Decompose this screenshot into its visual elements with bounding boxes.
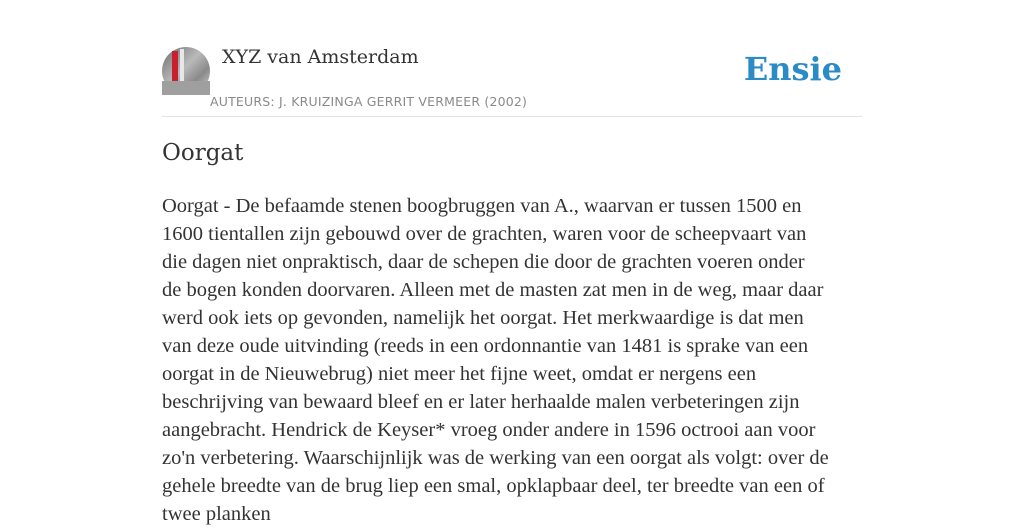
article-line: aangebracht. Hendrick de Keyser* vroeg onder andere in 1596 octrooi aan voor [162, 419, 816, 441]
source-title-link[interactable]: XYZ van Amsterdam [222, 46, 419, 68]
article-line: zo'n verbetering. Waarschijnlijk was de werking van een oorgat als volgt: over de [162, 447, 829, 469]
avatar-image-detail [162, 81, 210, 95]
brand-logo[interactable]: Ensie [743, 50, 842, 88]
avatar-image-detail [172, 51, 178, 81]
article-line: werd ook iets op gevonden, namelijk het oorgat. Het merkwaardige is dat men [162, 307, 804, 329]
article-line: van deze oude uitvinding (reeds in een ordonnantie van 1481 is sprake van een [162, 335, 809, 357]
article-line: oorgat in de Nieuwebrug) niet meer het fijne weet, omdat er nergens een [162, 363, 757, 385]
article-line: gehele breedte van de brug liep een smal, opklapbaar deel, ter breedte van een of [162, 475, 825, 497]
article-line: beschrijving van bewaard bleef en er later herhaalde malen verbeteringen zijn [162, 391, 800, 413]
source-avatar[interactable] [162, 47, 210, 95]
article-body [162, 192, 864, 528]
article-line: de bogen konden doorvaren. Alleen met de masten zat men in de weg, maar daar [162, 279, 824, 301]
page-title: Oorgat [162, 140, 244, 166]
article-line: twee planken [162, 503, 271, 525]
source-header [162, 44, 862, 117]
avatar-image-detail [180, 49, 184, 85]
article-line: die dagen niet onpraktisch, daar de schepen die door de grachten voeren onder [162, 251, 805, 273]
authors-line: AUTEURS: J. KRUIZINGA GERRIT VERMEER (2002) [210, 94, 528, 109]
article-line: 1600 tientallen zijn gebouwd over de grachten, waren voor de scheepvaart van [162, 223, 807, 245]
article-line: Oorgat - De befaamde stenen boogbruggen van A., waarvan er tussen 1500 en [162, 195, 802, 217]
